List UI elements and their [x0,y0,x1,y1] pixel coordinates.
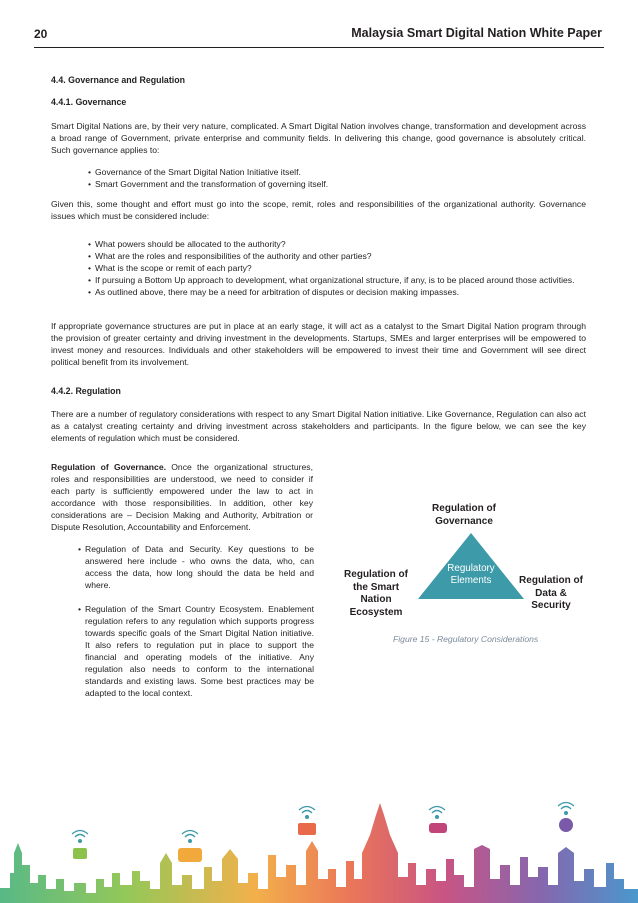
governance-heading: 4.4.1. Governance [51,97,127,107]
page-number: 20 [34,27,48,41]
regulation-items-list [78,543,314,699]
governance-applies-list [88,166,578,190]
regulation-of-governance-paragraph [51,461,313,533]
regulation-of-governance-lead: Regulation of Governance. [51,462,167,472]
list-item: • What are the roles and responsibilities of the authority and other parties? [88,250,586,262]
laptop-icon [298,823,316,835]
wifi-icon [78,811,568,843]
list-item: • If pursuing a Bottom Up approach to development, what organizational structure, if any, is to be placed around those activities. [88,274,586,286]
medical-kit-icon [73,848,87,859]
list-item: • Regulation of the Smart Country Ecosystem. Enablement regulation refers to any regulation which supports progress towards specific goals of the Smart Digital Nation initiative. It also refers to regulation put in place to support the financial and operating models of the initiative. Any regulation also needs to conform to the international standards and existing laws. Some best practices may be adapted to the local context. [78,603,314,699]
finance-icon [178,848,202,862]
regulation-of-governance-text: Once the organizational structures, roles and responsibilities are understood, we need to consider if each party is sufficiently empowered under the law to act in accordance with those responsibilities. In addition, other key considerations are – Decision Making and Authority, Arbitration or Dispute Resolution, Accountability and Enforcement. [51,462,313,532]
regulation-heading: 4.4.2. Regulation [51,386,121,396]
label-regulation-of-data-security: Regulation of Data & Security [519,575,583,611]
section-heading: 4.4. Governance and Regulation [51,75,185,85]
regulation-paragraph-1: There are a number of regulatory considerations with respect to any Smart Digital Nation initiative. Like Governance, Regulation can also act as a catalyst creating certainty and driving investment across stakeholders and participants. In the figure below, we can see the key elements of regulation which must be considered. [51,409,586,443]
list-item: • Smart Government and the transformation of governing itself. [88,178,578,190]
label-regulatory-elements: Regulatory Elements [447,563,495,586]
governance-paragraph-2: Given this, some thought and effort must go into the scope, remit, roles and responsibilities of the organizational authority. Governance issues which must be considered include: [51,199,586,221]
header-rule [34,47,604,48]
community-icon [559,818,573,832]
governance-issues-list [88,238,586,298]
label-regulation-of-ecosystem: Regulation of the Smart Nation Ecosystem [344,569,408,618]
list-item: • As outlined above, there may be a need for arbitration of disputes or decision making impasses. [88,286,586,298]
governance-paragraph-1: Smart Digital Nations are, by their very nature, complicated. A Smart Digital Nation involves change, transformation and development across a broad range of Government, private enterprise and community fields. In delivering this change, good governance is absolutely critical. Such governance applies to: [51,121,586,155]
list-item: • Governance of the Smart Digital Nation Initiative itself. [88,166,578,178]
label-regulation-of-governance: Regulation of Governance [432,503,496,527]
list-item: • Regulation of Data and Security. Key questions to be answered here include - who owns the data, who, can access the data, how long should the data be held and where. [78,543,314,591]
city-skyline-illustration [0,793,638,903]
list-item: • What is the scope or remit of each party? [88,262,586,274]
document-title: Malaysia Smart Digital Nation White Paper [351,26,602,40]
list-item: • What powers should be allocated to the authority? [88,238,586,250]
governance-paragraph-3: If appropriate governance structures are put in place at an early stage, it will act as a catalyst to the Smart Digital Nation program through the provision of greater certainty and driving investment in the developments. Startups, SMEs and larger enterprises will be empowered to invest money and resources. Individuals and other stakeholders will be empowered to invest their time and Government will see direct political benefit from its involvement. [51,321,586,367]
regulatory-considerations-diagram [334,495,604,650]
figure-caption: Figure 15 - Regulatory Considerations [393,634,539,644]
car-icon [429,823,447,833]
